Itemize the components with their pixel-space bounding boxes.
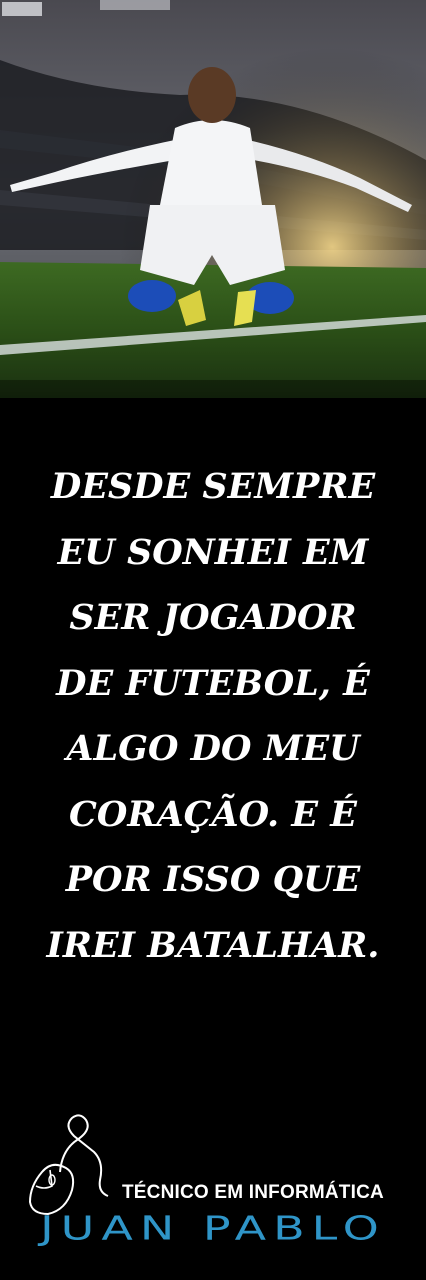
quote-line: DE FUTEBOL, É: [56, 662, 370, 704]
quote-line: DESDE SEMPRE: [50, 466, 376, 507]
player-celebration-illustration: [0, 0, 426, 398]
quote-line: CORAÇÃO. E É: [69, 793, 357, 835]
brand-subtitle: TÉCNICO EM INFORMÁTICA: [122, 1182, 384, 1203]
quote-line: SER JOGADOR: [69, 597, 357, 638]
quote-line: IREI BATALHAR.: [46, 924, 380, 966]
brand-name: JUAN PABLO: [40, 1208, 386, 1248]
quote-line: POR ISSO QUE: [65, 859, 361, 900]
hero-photo: [0, 0, 426, 398]
computer-mouse-icon: [22, 1110, 127, 1220]
player-head: [188, 67, 236, 123]
player-left-knee: [128, 280, 176, 312]
quote-line: ALGO DO MEU: [66, 728, 360, 769]
player-shirt: [160, 120, 262, 215]
motivational-quote: [0, 454, 426, 978]
quote-line: EU SONHEI EM: [57, 531, 369, 573]
bottom-fade: [0, 380, 426, 398]
